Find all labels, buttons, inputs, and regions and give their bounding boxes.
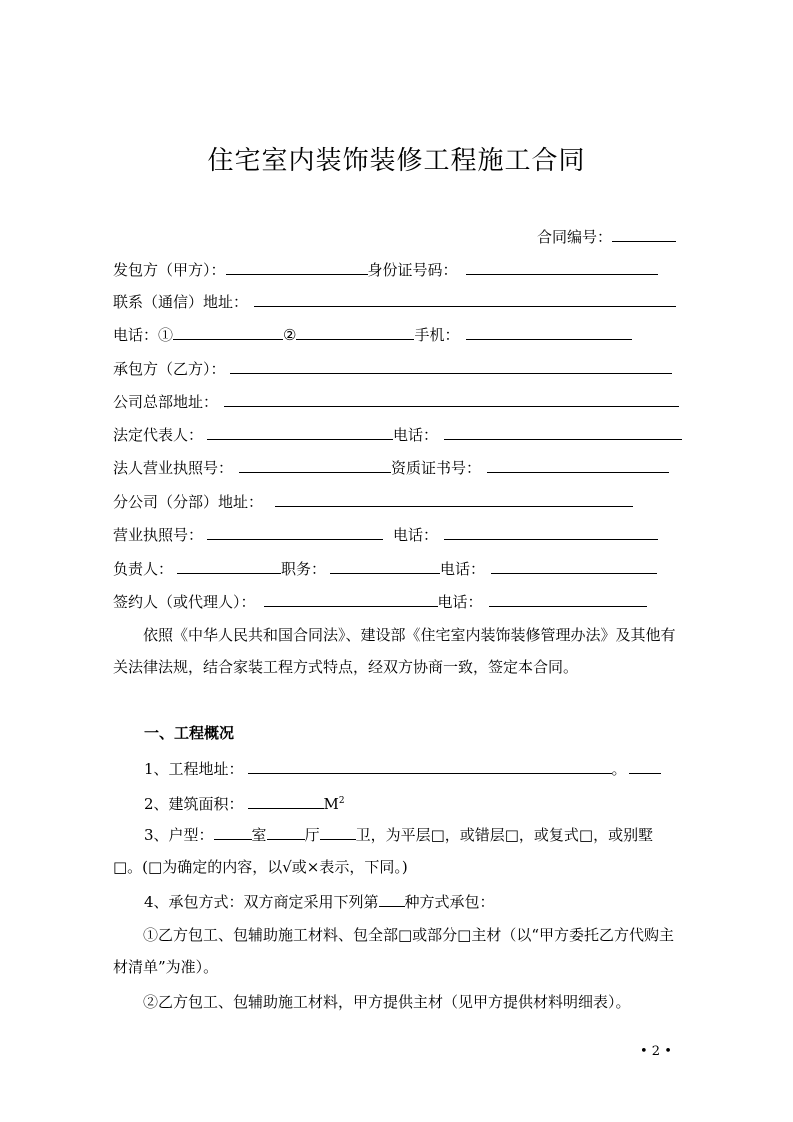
signer-label: 签约人（或代理人）： — [113, 593, 256, 611]
option-one: ①乙方包工、包辅助施工材料、包全部□或部分□主材（以“甲方委托乙方代购主材清单”为准）。 — [113, 926, 675, 976]
signer-phone-label: 电话： — [437, 593, 483, 611]
manager-phone-blank[interactable] — [491, 557, 657, 574]
contract-mode-label: 4、承包方式：双方商定采用下列第 — [144, 893, 379, 911]
bath-count-blank[interactable] — [320, 823, 356, 840]
contact-address-row — [113, 290, 676, 312]
branch-phone-blank[interactable] — [444, 523, 658, 540]
page-number: • 2 • — [640, 1044, 672, 1059]
party-a-blank[interactable] — [226, 258, 368, 275]
building-area-blank[interactable] — [248, 792, 324, 809]
party-a-row — [113, 258, 658, 280]
hq-address-label: 公司总部地址： — [113, 393, 219, 411]
position-blank[interactable] — [330, 557, 440, 574]
section-heading: 一、工程概况 — [144, 724, 235, 742]
phone-row — [113, 323, 632, 345]
area-unit-superscript: 2 — [338, 796, 345, 806]
business-license-row — [113, 456, 669, 478]
contract-mode-blank[interactable] — [379, 890, 405, 907]
contact-address-label: 联系（通信）地址： — [113, 293, 249, 311]
license-number-label: 营业执照号： — [113, 526, 204, 544]
manager-phone-label: 电话： — [440, 560, 486, 578]
room-count-blank[interactable] — [214, 823, 252, 840]
project-address-row — [144, 757, 661, 779]
legal-rep-row — [113, 423, 682, 445]
business-license-label: 法人营业执照号： — [113, 459, 234, 477]
signer-phone-blank[interactable] — [489, 590, 647, 607]
contract-mode-suffix: 种方式承包： — [404, 893, 495, 911]
phone-one-blank[interactable] — [173, 323, 283, 340]
project-address-extra-blank[interactable] — [629, 757, 661, 774]
qualification-blank[interactable] — [487, 456, 669, 473]
phone-one-marker: ① — [158, 326, 174, 344]
intro-paragraph: 依照《中华人民共和国合同法》、建设部《住宅室内装饰装修管理办法》及其他有关法律法规，结合家装工程方式特点，经双方协商一致，签定本合同。 — [113, 626, 676, 676]
branch-phone-label: 电话： — [393, 526, 439, 544]
building-area-label: 2、建筑面积： — [144, 795, 244, 813]
qualification-label: 资质证书号： — [391, 459, 482, 477]
option-two: ②乙方包工、包辅助施工材料，甲方提供主材（见甲方提供材料明细表）。 — [143, 993, 631, 1011]
mobile-label: 手机： — [414, 326, 460, 344]
layout-rest-text: 卫，为平层□，或错层□，或复式□，或别墅□。(□为确定的内容，以√或×表示，下同。) — [113, 826, 654, 876]
project-address-period: 。 — [611, 760, 627, 778]
branch-address-label: 分公司（分部）地址： — [113, 493, 264, 511]
hq-address-blank[interactable] — [224, 390, 679, 407]
phone-two-marker: ② — [283, 326, 297, 344]
room-label: 室 — [251, 826, 267, 844]
building-area-row — [144, 790, 345, 812]
layout-paragraph — [113, 819, 681, 883]
branch-address-row — [113, 490, 633, 512]
hall-label: 厅 — [304, 826, 320, 844]
area-unit: M — [323, 795, 339, 813]
signer-row — [113, 590, 647, 612]
license-number-row — [113, 523, 658, 545]
contract-number-row — [537, 225, 676, 247]
contract-mode-row — [144, 890, 495, 912]
party-b-row — [113, 357, 672, 379]
signer-blank[interactable] — [264, 590, 438, 607]
position-label: 职务： — [281, 560, 327, 578]
legal-rep-blank[interactable] — [207, 423, 393, 440]
mobile-blank[interactable] — [466, 323, 632, 340]
party-a-label: 发包方（甲方）： — [113, 261, 226, 279]
phone-two-blank[interactable] — [296, 323, 414, 340]
layout-label: 3、户型： — [144, 826, 214, 844]
business-license-blank[interactable] — [239, 456, 391, 473]
branch-address-blank[interactable] — [275, 490, 633, 507]
legal-rep-label: 法定代表人： — [113, 426, 204, 444]
project-address-blank[interactable] — [248, 757, 612, 774]
project-address-label: 1、工程地址： — [144, 760, 244, 778]
license-number-blank[interactable] — [207, 523, 383, 540]
legal-rep-phone-label: 电话： — [393, 426, 439, 444]
hq-address-row — [113, 390, 679, 412]
manager-label: 负责人： — [113, 560, 174, 578]
contact-address-blank[interactable] — [254, 290, 676, 307]
page-title: 住宅室内装饰装修工程施工合同 — [207, 146, 586, 176]
contract-number-blank[interactable] — [612, 225, 676, 242]
contract-number-label: 合同编号： — [537, 228, 613, 246]
phone-label: 电话： — [113, 326, 159, 344]
manager-row — [113, 557, 657, 579]
id-number-label: 身份证号码： — [367, 261, 458, 279]
party-b-label: 承包方（乙方）： — [113, 360, 226, 378]
hall-count-blank[interactable] — [267, 823, 305, 840]
id-number-blank[interactable] — [466, 258, 658, 275]
manager-blank[interactable] — [177, 557, 281, 574]
legal-rep-phone-blank[interactable] — [444, 423, 682, 440]
party-b-blank[interactable] — [230, 357, 672, 374]
